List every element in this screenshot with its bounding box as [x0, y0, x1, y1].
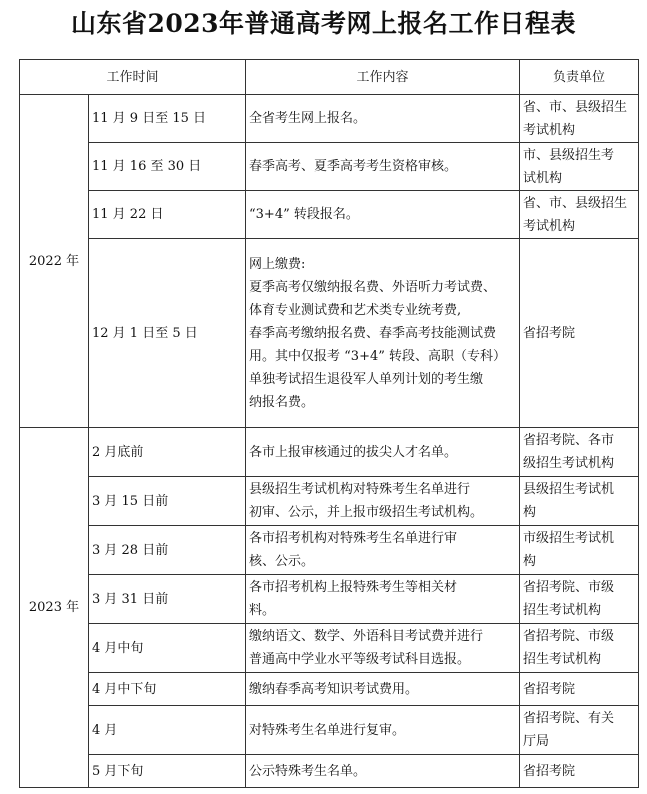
content-line: 普通高中学业水平等级考试科目选报。 [249, 652, 471, 667]
unit-line: 招生考试机构 [523, 603, 602, 618]
table-body [20, 95, 639, 788]
unit-line: 构 [523, 505, 537, 520]
unit-cell [520, 755, 639, 788]
time-cell: 4 月中旬 [89, 624, 246, 673]
content-line: 核、公示。 [249, 554, 315, 569]
content-line: 各市招考机构上报特殊考生等相关材 [249, 580, 458, 595]
unit-line: 省招考院 [523, 325, 576, 341]
unit-cell [520, 673, 639, 706]
table-row [20, 191, 639, 239]
unit-cell [520, 239, 639, 428]
schedule-table [19, 59, 639, 788]
content-line: 网上缴费: [249, 256, 306, 272]
table-row [20, 95, 639, 143]
unit-line: 招生考试机构 [523, 652, 602, 667]
content-line: 全省考生网上报名。 [249, 111, 367, 126]
unit-cell [520, 95, 639, 143]
content-line: 春季高考缴纳报名费、春季高考技能测试费 [249, 325, 497, 341]
table-row [20, 706, 639, 755]
unit-line: 厅局 [523, 734, 550, 749]
page-title: 山东省2023年普通高考网上报名工作日程表 [70, 9, 577, 38]
unit-line: 省、市、县级招生 [523, 99, 628, 115]
table-row [20, 143, 639, 191]
content-line: 春季高考、夏季高考考生资格审核。 [249, 159, 458, 174]
header-time: 工作时间 [20, 60, 246, 95]
year-cell: 2023 年 [20, 428, 89, 788]
unit-line: 省招考院、市级 [523, 629, 615, 644]
content-line: 体育专业测试费和艺术类专业统考费, [249, 302, 462, 318]
time-cell: 5 月下旬 [89, 755, 246, 788]
table-row [20, 673, 639, 706]
content-line: 料。 [249, 603, 276, 618]
content-cell [246, 575, 520, 624]
year-cell: 2022 年 [20, 95, 89, 428]
unit-line: 构 [523, 554, 537, 569]
unit-cell [520, 143, 639, 191]
content-line: 用。其中仅报考 “3+4” 转段、高职（专科） [249, 348, 507, 364]
time-cell: 11 月 9 日至 15 日 [89, 95, 246, 143]
table-row [20, 526, 639, 575]
unit-line: 省招考院、市级 [523, 580, 615, 595]
content-line: 单独考试招生退役军人单列计划的考生缴 [249, 371, 484, 387]
unit-cell [520, 706, 639, 755]
unit-line: 级招生考试机构 [523, 456, 615, 471]
header-row [20, 60, 639, 95]
time-cell: 11 月 16 至 30 日 [89, 143, 246, 191]
content-cell [246, 673, 520, 706]
unit-line: 市、县级招生考 [523, 147, 615, 163]
table-row [20, 575, 639, 624]
content-line: 缴纳语文、数学、外语科目考试费并进行 [249, 629, 484, 644]
unit-line: 考试机构 [523, 122, 576, 138]
time-cell: 4 月中下旬 [89, 673, 246, 706]
unit-line: 市级招生考试机 [523, 531, 615, 546]
content-cell [246, 706, 520, 755]
table-row [20, 755, 639, 788]
unit-cell [520, 526, 639, 575]
unit-cell [520, 428, 639, 477]
content-line: “3+4” 转段报名。 [249, 207, 359, 222]
content-cell [246, 428, 520, 477]
content-cell [246, 477, 520, 526]
content-line: 对特殊考生名单进行复审。 [249, 722, 406, 738]
content-cell [246, 526, 520, 575]
content-cell [246, 191, 520, 239]
content-cell [246, 95, 520, 143]
unit-line: 县级招生考试机 [523, 482, 615, 497]
time-cell: 11 月 22 日 [89, 191, 246, 239]
content-line: 缴纳春季高考知识考试费用。 [249, 681, 419, 697]
time-cell: 3 月 28 日前 [89, 526, 246, 575]
unit-line: 试机构 [523, 170, 563, 186]
content-line: 初审、公示，并上报市级招生考试机构。 [249, 505, 484, 520]
table-row [20, 428, 639, 477]
content-line: 夏季高考仅缴纳报名费、外语听力考试费、 [249, 279, 497, 295]
time-cell: 4 月 [89, 706, 246, 755]
content-line: 纳报名费。 [249, 394, 315, 410]
unit-line: 省招考院、有关 [523, 711, 615, 726]
unit-line: 考试机构 [523, 218, 576, 234]
time-cell: 3 月 31 日前 [89, 575, 246, 624]
unit-cell [520, 191, 639, 239]
header-content: 工作内容 [246, 60, 520, 95]
table-row [20, 239, 639, 428]
header-unit: 负责单位 [520, 60, 639, 95]
content-cell [246, 143, 520, 191]
unit-line: 省、市、县级招生 [523, 195, 628, 211]
unit-line: 省招考院、各市 [523, 433, 615, 448]
table-row [20, 477, 639, 526]
time-cell: 2 月底前 [89, 428, 246, 477]
table-row [20, 624, 639, 673]
unit-line: 省招考院 [523, 681, 576, 697]
unit-cell [520, 575, 639, 624]
content-line: 各市招考机构对特殊考生名单进行审 [249, 531, 458, 546]
time-cell: 12 月 1 日至 5 日 [89, 239, 246, 428]
content-line: 县级招生考试机构对特殊考生名单进行 [249, 482, 471, 497]
content-line: 公示特殊考生名单。 [249, 763, 367, 779]
unit-line: 省招考院 [523, 763, 576, 779]
time-cell: 3 月 15 日前 [89, 477, 246, 526]
content-cell [246, 624, 520, 673]
content-cell [246, 755, 520, 788]
unit-cell [520, 477, 639, 526]
content-cell [246, 239, 520, 428]
unit-cell [520, 624, 639, 673]
content-line: 各市上报审核通过的拔尖人才名单。 [249, 444, 458, 460]
